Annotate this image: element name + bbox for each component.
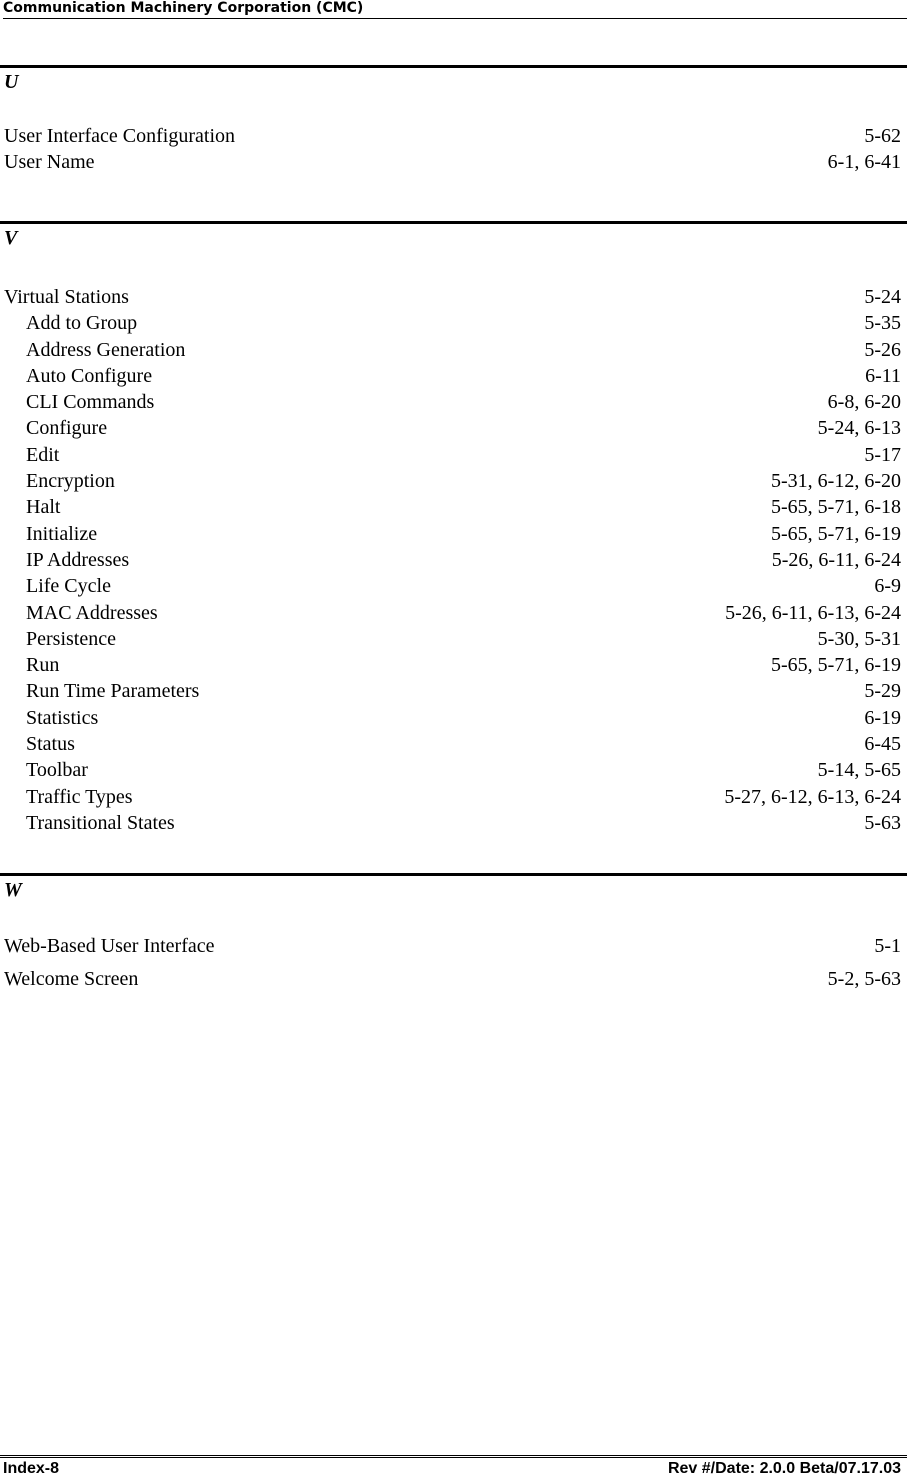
entry-term: Encryption (26, 470, 115, 493)
section-letter: V (4, 227, 18, 249)
entry-pages: 5-1 (874, 935, 901, 957)
entry-term: Transitional States (26, 811, 175, 834)
index-subentry (0, 600, 907, 626)
entry-term: Status (26, 733, 75, 756)
section-divider (0, 65, 907, 68)
entry-term: Initialize (26, 522, 98, 545)
index-section-v (0, 221, 907, 836)
entry-pages: 6-11 (865, 364, 901, 387)
entry-term: Auto Configure (26, 364, 153, 387)
entry-list (0, 933, 907, 992)
entry-term: Edit (26, 443, 60, 466)
entry-pages: 5-27, 6-12, 6-13, 6-24 (724, 785, 901, 808)
entry-pages: 5-24 (864, 286, 901, 308)
index-subentry (0, 678, 907, 704)
entry-term: Web-Based User Interface (4, 935, 215, 957)
entry-term: Toolbar (26, 759, 88, 782)
entry-pages: 5-30, 5-31 (817, 627, 901, 650)
entry-pages: 5-63 (864, 811, 901, 834)
index-section-u (0, 65, 907, 176)
entry-term: Run (26, 654, 60, 677)
index-subentry (0, 784, 907, 810)
index-subentry (0, 573, 907, 599)
entry-pages: 6-45 (864, 733, 901, 756)
entry-term: IP Addresses (26, 548, 130, 571)
entry-pages: 5-35 (864, 312, 901, 335)
entry-term: Statistics (26, 706, 99, 729)
entry-term: MAC Addresses (26, 601, 158, 624)
entry-term: Address Generation (26, 338, 186, 361)
index-subentry (0, 363, 907, 389)
entry-pages: 6-19 (864, 706, 901, 729)
entry-pages: 5-24, 6-13 (817, 417, 901, 440)
entry-term: Virtual Stations (4, 286, 129, 308)
entry-term: CLI Commands (26, 391, 155, 414)
index-subentry (0, 389, 907, 415)
index-subentry (0, 547, 907, 573)
footer-page-label: Index-8 (3, 1460, 60, 1477)
section-divider (0, 221, 907, 224)
entry-pages: 5-17 (864, 443, 901, 466)
index-subentry (0, 810, 907, 836)
footer-revision: Rev #/Date: 2.0.0 Beta/07.17.03 (667, 1460, 901, 1477)
section-letter: U (4, 71, 19, 93)
index-subentry (0, 468, 907, 494)
entry-pages: 5-26, 6-11, 6-24 (771, 548, 901, 571)
entry-pages: 5-26 (864, 338, 901, 361)
index-subentry (0, 310, 907, 336)
section-letter: W (4, 879, 22, 901)
index-subentry (0, 494, 907, 520)
entry-term: Life Cycle (26, 575, 111, 598)
index-entry (0, 149, 907, 175)
entry-list (0, 123, 907, 176)
page-footer (0, 1455, 907, 1479)
entry-pages: 5-65, 5-71, 6-19 (771, 654, 901, 677)
entry-term: Add to Group (26, 312, 138, 335)
index-entry (0, 123, 907, 149)
entry-pages: 5-2, 5-63 (827, 967, 901, 990)
entry-pages: 5-29 (864, 680, 901, 703)
entry-term: User Name (4, 151, 95, 174)
index-entry (0, 966, 907, 992)
entry-pages: 5-65, 5-71, 6-19 (771, 522, 901, 545)
entry-term: Traffic Types (26, 785, 133, 808)
index-subentry (0, 415, 907, 441)
entry-list (0, 284, 907, 836)
entry-term: User Interface Configuration (4, 125, 236, 147)
entry-pages: 6-8, 6-20 (827, 391, 901, 414)
entry-pages: 6-1, 6-41 (827, 151, 901, 174)
entry-pages: 6-9 (874, 575, 901, 598)
index-subentry (0, 731, 907, 757)
index-section-w (0, 873, 907, 992)
entry-pages: 5-14, 5-65 (817, 759, 901, 782)
header-title: Communication Machinery Corporation (CMC) (3, 0, 364, 16)
index-entry (0, 933, 907, 966)
index-subentry (0, 652, 907, 678)
page-header (3, 0, 907, 19)
index-subentry (0, 626, 907, 652)
entry-pages: 5-62 (864, 125, 901, 147)
index-subentry (0, 337, 907, 363)
entry-pages: 5-31, 6-12, 6-20 (771, 470, 901, 493)
index-subentry (0, 705, 907, 731)
section-divider (0, 873, 907, 876)
index-subentry (0, 521, 907, 547)
index-entry (0, 284, 907, 310)
entry-term: Halt (26, 496, 61, 519)
entry-pages: 5-26, 6-11, 6-13, 6-24 (725, 601, 901, 624)
entry-pages: 5-65, 5-71, 6-18 (771, 496, 901, 519)
index-subentry (0, 757, 907, 783)
index-subentry (0, 442, 907, 468)
entry-term: Configure (26, 417, 108, 440)
entry-term: Welcome Screen (4, 967, 139, 990)
entry-term: Persistence (26, 627, 116, 650)
entry-term: Run Time Parameters (26, 680, 200, 703)
